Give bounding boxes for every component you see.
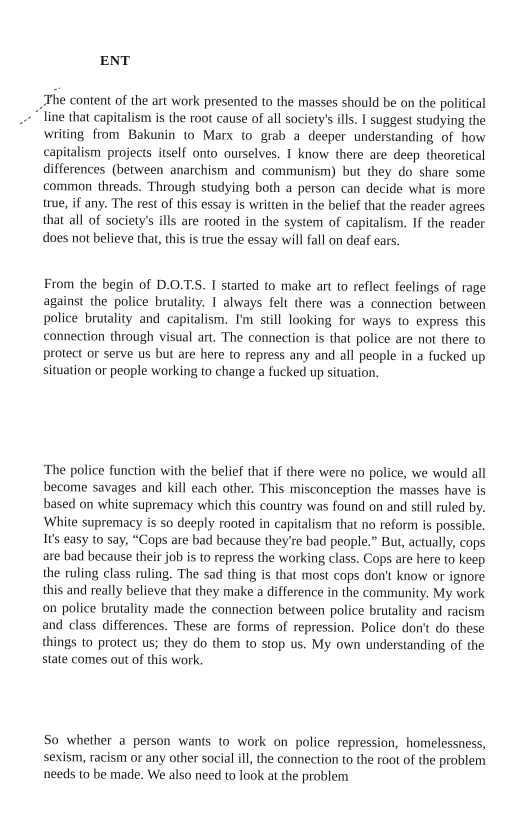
paragraph-2: From the begin of D.O.T.S. I started to make art to reflect feelings of rage against the police brutality. I always felt there was a connection between police brutality and capitalism. I'm still looking for ways to express this connection through visual art. The connection is that police are not there to protect or serve us but are here to repress any and all people in a fucked up situation or people working to change a fucked up situation. [43,276,486,381]
paragraph-3: The police function with the belief that if there were no police, we would all become savages and kill each other. This misconception the masses have is based on white supremacy which this country was found on and still ruled by. White supremacy is so deeply rooted in capitalism that no reform is possible. It's easy to say, “Cops are bad because they're bad people.” But, actually, cops are bad because their job is to repress the working class. Cops are here to keep the ruling class ruling. The sad thing is that most cops don't know or ignore this and really believe that they make a difference in the community. My work on police brutality made the connection between police brutality and racism and class differences. These are forms of repression. Police don't do these things to protect us; they do them to stop us. My own understanding of the state comes out of this work. [42,462,486,669]
paragraph-1: The content of the art work presented to the masses should be on the political line that capitalism is the root cause of all society's ills. I suggest studying the writing from Bakunin to Marx to grab a deeper understanding of how capitalism projects itself onto ourselves. I know there are deep theoretical differences (between anarchism and communism) but they do share some common threads. Through studying both a person can decide what is more true, if any. The rest of this essay is written in the belief that the reader agrees that all of society's ills are rooted in the system of capitalism. If the reader does not believe that, this is true the essay will fall on deaf ears. [42,92,486,249]
section-heading: ENT [100,54,131,69]
paragraph-4: So whether a person wants to work on police repression, homelessness, sexism, racism or any other social ill, the connection to the root of the problem needs to be made. We also need to look at the problem [43,732,486,786]
